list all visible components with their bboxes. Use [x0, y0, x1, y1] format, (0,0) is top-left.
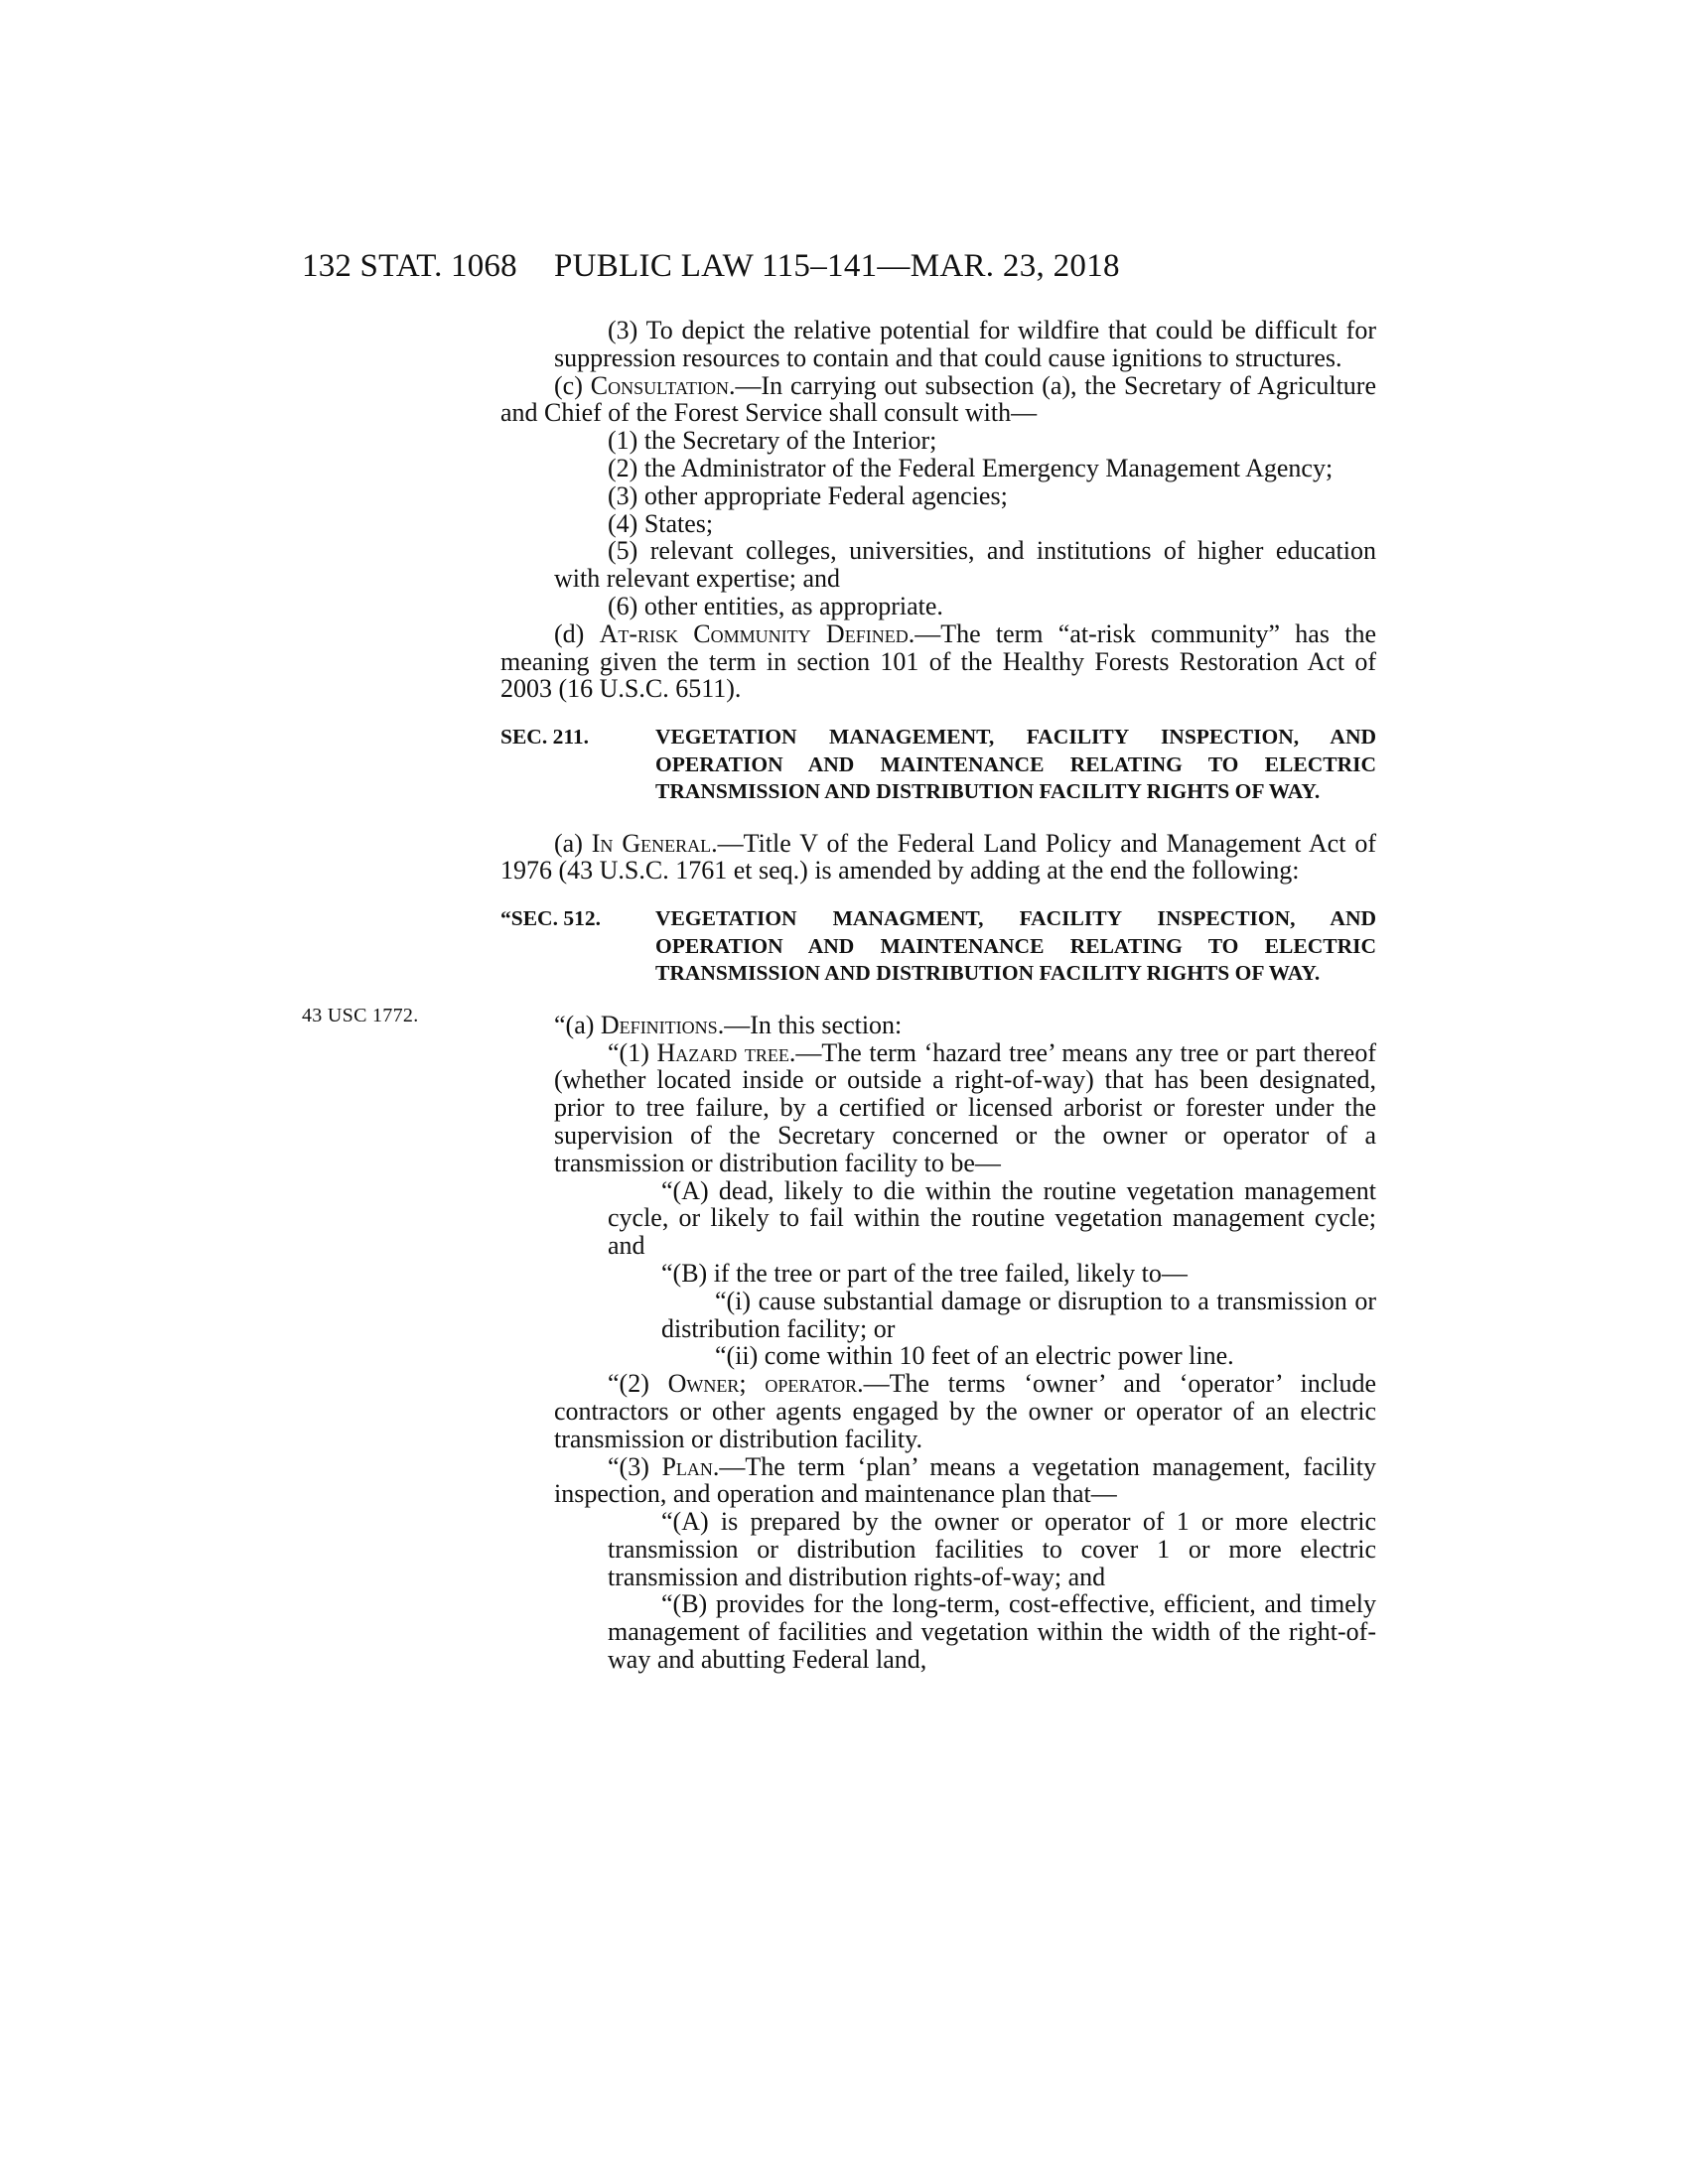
definition-item: “(B) provides for the long-term, cost-effective, efficient, and timely management of facilities and vegetation within the width of the right-of-way and abutting Federal land,	[608, 1589, 1376, 1675]
subsection-c: (c) Consultation.—In carrying out subsection (a), the Secretary of Agriculture and Chief of the Forest Service shall consult with—	[500, 370, 1377, 428]
definition-item: “(A) dead, likely to die within the routine vegetation management cycle, or likely to fail within the routine vegetation management cycle; and	[608, 1175, 1376, 1261]
stat-page-number: 132 STAT. 1068	[302, 248, 517, 284]
definition-item: “(A) is prepared by the owner or operator of 1 or more electric transmission or distribution facilities to cover 1 or more electric transmission and distribution rights-of-way; and	[608, 1507, 1376, 1591]
subsection-a-general: (a) In General.—Title V of the Federal Land Policy and Management Act of 1976 (43 U.S.C. 1761 et seq.) is amended by adding at the end the following:	[500, 828, 1376, 886]
definition-item: “(ii) come within 10 feet of an electric power line.	[715, 1341, 1234, 1371]
heading-plan: Plan	[661, 1451, 713, 1481]
definition-item: “(i) cause substantial damage or disruption to a transmission or distribution facility; or	[661, 1286, 1376, 1343]
section-211-heading	[500, 724, 1376, 806]
definition-owner-operator: “(2) Owner; operator.—The terms ‘owner’ and ‘operator’ include contractors or other agents engaged by the owner or operator of an electric transmission or distribution facility.	[554, 1369, 1376, 1453]
definition-plan: “(3) Plan.—The term ‘plan’ means a vegetation management, facility inspection, and operation and maintenance plan that—	[554, 1451, 1376, 1509]
list-item: (3) other appropriate Federal agencies;	[608, 480, 1008, 510]
subsection-a-definitions: “(a) Definitions.—In this section:	[554, 1010, 903, 1039]
definition-item: “(B) if the tree or part of the tree failed, likely to—	[661, 1258, 1188, 1288]
statute-text	[500, 317, 1376, 1674]
heading-definitions: Definitions	[600, 1010, 718, 1039]
section-title: VEGETATION MANAGMENT, FACILITY INSPECTION, AND OPERATION AND MAINTENANCE RELATING TO ELECTRIC TRANSMISSION AND DISTRIBUTION FACILITY RIGHTS OF WAY.	[655, 906, 1376, 986]
heading-owner-operator: Owner; operator	[667, 1369, 858, 1399]
heading-in-general: In General	[591, 828, 712, 858]
list-item: (2) the Administrator of the Federal Emergency Management Agency;	[608, 453, 1334, 482]
heading-hazard-tree: Hazard tree	[656, 1037, 789, 1067]
section-number: SEC. 211.	[500, 725, 590, 750]
subsection-d: (d) At-risk Community Defined.—The term “at-risk community” has the meaning given the term in section 101 of the Healthy Forests Restoration Act of 2003 (16 U.S.C. 6511).	[500, 618, 1376, 704]
running-head: PUBLIC LAW 115–141—MAR. 23, 2018	[554, 248, 1120, 284]
margin-note-usc: 43 USC 1772.	[302, 1005, 419, 1026]
page-header	[0, 248, 1688, 288]
section-512-heading	[500, 905, 1376, 988]
list-item: (5) relevant colleges, universities, and institutions of higher education with relevant expertise; and	[554, 536, 1376, 594]
list-item: (4) States;	[608, 508, 714, 538]
section-number: “SEC. 512.	[500, 906, 601, 931]
paragraph-b3: (3) To depict the relative potential for wildfire that could be difficult for suppression resources to contain and that could cause ignitions to structures.	[554, 316, 1376, 372]
section-title: VEGETATION MANAGEMENT, FACILITY INSPECTION, AND OPERATION AND MAINTENANCE RELATING TO ELECTRIC TRANSMISSION AND DISTRIBUTION FACILITY RIGHTS OF WAY.	[655, 725, 1376, 804]
list-item: (1) the Secretary of the Interior;	[608, 426, 937, 456]
list-item: (6) other entities, as appropriate.	[608, 591, 943, 620]
heading-consultation: Consultation	[590, 370, 729, 400]
heading-at-risk: At-risk Community Defined	[599, 618, 909, 648]
definition-hazard-tree: “(1) Hazard tree.—The term ‘hazard tree’ means any tree or part thereof (whether located inside or outside a right-of-way) that has been designated, prior to tree failure, by a certified or licensed arborist or forester under the supervision of the Secretary concerned or the owner or operator of a transmission or distribution facility to be—	[554, 1037, 1377, 1177]
